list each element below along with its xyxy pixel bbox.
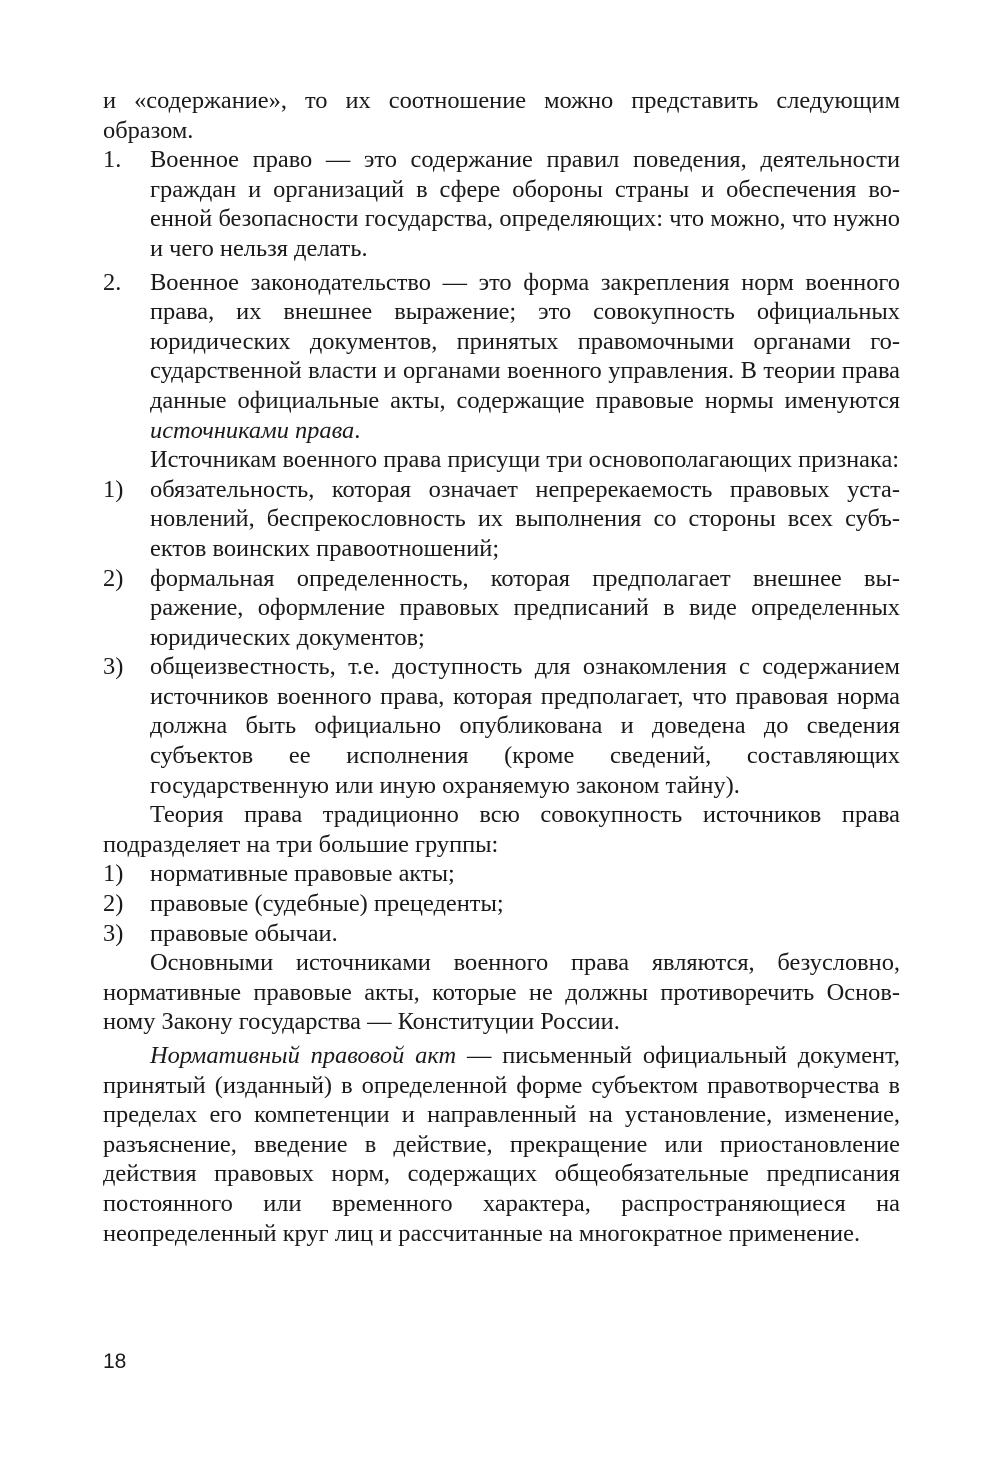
list-item-text-main: Военное законодательство — это форма закрепления норм военного права, их внешнее выражение; это совокупность официальных юридических документов, принятых правомочными органами государственной власти и органами военного управления. В теории права данные официальные акты, содержащие правовые нормы именуются [150, 268, 900, 414]
definition-text: — письменный официальный документ, принятый (изданный) в определенной форме субъектом правотворчества в пределах его компетенции и направленный на установление, изменение, разъяснение, введение в действие, прекращение или приостановление действия правовых норм, содержащих общеобязательные предписания постоянного или временного характера, распространяющиеся на неопределенный круг лиц и рассчитанные на многократное применение. [103, 1042, 900, 1247]
list-item-number: 2) [103, 564, 124, 592]
defined-term: Нормативный правовой акт [150, 1042, 457, 1069]
list-item [103, 919, 900, 949]
page-text-block [103, 86, 900, 1248]
list-item-text: общеизвестность, т.е. доступность для ознакомления с содержанием источников военного права, которая предполагает, что правовая норма должна быть официально опубликована и доведена до сведения субъектов ее исполнения (кроме сведений, составляющих государственную или иную охраняемую законом тайну). [150, 653, 900, 799]
list-item-number: 2) [103, 890, 124, 918]
page-number: 18 [103, 1350, 127, 1373]
list-item-number: 2. [103, 268, 122, 296]
definition-paragraph [103, 1041, 900, 1248]
italic-term: источниками права [150, 416, 355, 444]
list-item-text-tail: . [354, 416, 361, 444]
list-item-text: правовые обычаи. [150, 919, 338, 947]
list-item [103, 889, 900, 919]
list-item [103, 145, 900, 263]
groups-intro-paragraph: Теория права традиционно всю совокупность источников права подразделяет на три большие группы: [103, 801, 900, 858]
list-item-number: 3) [103, 919, 124, 947]
list-item [103, 564, 900, 653]
features-intro-paragraph: Источникам военного права присущи три основополагающих признака: [150, 446, 900, 474]
list-item-text: обязательность, которая означает непререкаемость правовых установлений, беспрекословность их выполнения со стороны всех субъектов воинских правоотношений; [150, 475, 900, 562]
list-item-number: 3) [103, 653, 124, 681]
list-item-text: Военное право — это содержание правил поведения, деятельности граждан и организаций в сфере обороны страны и обеспечения военной безопасности государства, определяющих: что можно, что нужно и чего нельзя делать. [150, 146, 900, 262]
list-item-text [150, 268, 900, 446]
paragraph-continuation: и «содержание», то их соотношение можно представить следующим образом. [103, 87, 900, 144]
list-item-number: 1) [103, 860, 124, 888]
main-sources-paragraph: Основными источниками военного права являются, безусловно, нормативные правовые акты, которые не должны противоречить Основному Закону государства — Конституции России. [103, 949, 900, 1036]
list-item [103, 268, 900, 446]
list-item [103, 475, 900, 564]
list-item-text: формальная определенность, которая предполагает внешнее выражение, оформление правовых предписаний в виде определенных юридических документов; [150, 564, 900, 651]
list-item [103, 652, 900, 800]
list-item [103, 859, 900, 889]
list-item-number: 1) [103, 475, 124, 503]
list-item-text: нормативные правовые акты; [150, 860, 455, 888]
list-item-number: 1. [103, 146, 122, 174]
list-item-text: правовые (судебные) прецеденты; [150, 890, 504, 918]
